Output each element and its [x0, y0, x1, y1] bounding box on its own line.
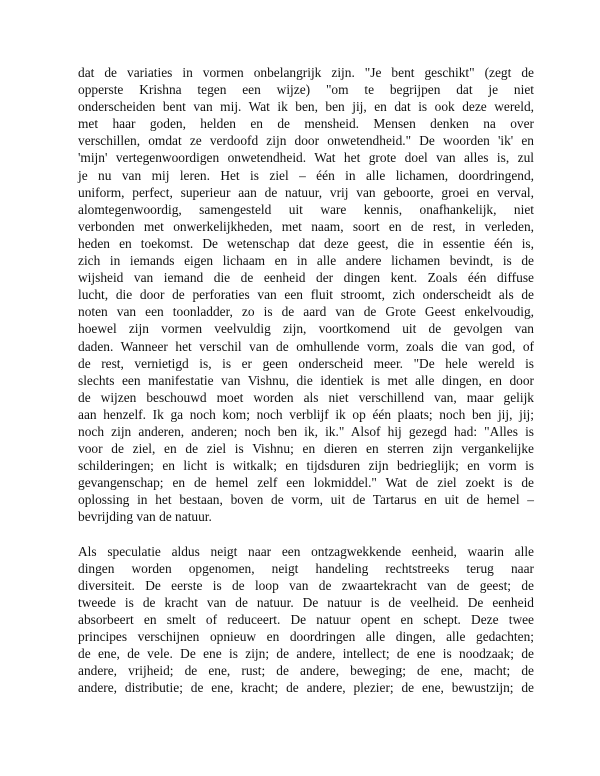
text-line: wijsheid van iemand die de eenheid der dingen kent. Zoals één diffuse — [78, 270, 534, 286]
text-line: aan henzelf. Ik ga noch kom; noch verblijf ik op één plaats; noch ben jij, jij; — [78, 406, 534, 422]
text-line: tweede is de kracht van de natuur. De natuur is de veelheid. De eenheid — [78, 594, 534, 610]
text-line: principes verschijnen opnieuw en doordringen alle dingen, alle gedachten; — [78, 629, 534, 644]
text-line: oplossing in het bestaan, boven de vorm, uit de Tartarus en uit de hemel – — [78, 492, 534, 508]
text-line: uniform, perfect, superieur aan de natuur, vrij van geboorte, groei en verval, — [78, 184, 534, 200]
text-line: daden. Wanneer het verschil van de omhullende vorm, zoals die van god, of — [78, 338, 534, 354]
text-line: andere, vrijheid; de ene, rust; de andere, beweging; de ene, macht; de — [78, 663, 534, 679]
text-line: verbonden met onwerkelijkheden, met naam, soort en de rest, in verleden, — [78, 218, 534, 234]
text-line: dingen worden opgenomen, neigt handeling rechtstreeks terug naar — [78, 560, 534, 576]
text-line: slechts een manifestatie van Vishnu, die identiek is met alle dingen, en door — [78, 372, 534, 388]
document-page — [78, 64, 534, 696]
text-line: noch zijn anderen, anderen; noch ben ik, ik." Alsof hij gezegd had: "Alles is — [78, 423, 534, 439]
text-line: bevrijding van de natuur. — [78, 509, 212, 525]
text-line: voor de ziel, en de ziel is Vishnu; en dieren en sterren zijn vergankelijke — [78, 441, 534, 457]
text-line: opperste Krishna tegen een wijze) "om te begrijpen dat je niet — [78, 82, 534, 98]
text-line: heden en toekomst. De wetenschap dat deze geest, die in essentie één is, — [78, 235, 534, 251]
text-line: hoewel zijn vormen veelvuldig zijn, voortkomend uit de gevolgen van — [78, 321, 534, 337]
text-line: de rest, vernietigd is, is er geen onderscheid meer. "De hele wereld is — [78, 355, 534, 371]
paragraph-1 — [78, 64, 534, 526]
text-line: de ene, de vele. De ene is zijn; de andere, intellect; de ene is noodzaak; de — [78, 646, 534, 662]
text-line: diversiteit. De eerste is de loop van de zwaartekracht van de geest; de — [78, 577, 534, 593]
text-line: noten van een toonladder, zo is de aard van de Grote Geest enkelvoudig, — [78, 304, 534, 320]
text-line: zich in iemands eigen lichaam en in alle andere lichamen bevindt, is de — [78, 253, 534, 269]
paragraph-2 — [78, 543, 534, 697]
text-line: alomtegenwoordig, samengesteld uit ware kennis, onafhankelijk, niet — [78, 201, 534, 217]
text-line: absorbeert en smelt of reduceert. De natuur opent en schept. Deze twee — [78, 611, 534, 627]
text-line: met haar goden, helden en de mensheid. Mensen denken na over — [78, 116, 534, 132]
text-line: onderscheiden bent van mij. Wat ik ben, ben jij, en dat is ook deze wereld, — [78, 99, 534, 115]
text-line: dat de variaties in vormen onbelangrijk zijn. "Je bent geschikt" (zegt de — [78, 65, 534, 80]
text-line: je nu van mij leren. Het is ziel – één in alle lichamen, doordringend, — [78, 167, 534, 183]
text-line: de wijzen beschouwd moet worden als niet verschillend van, maar gelijk — [78, 389, 534, 405]
text-line: verschillen, omdat ze verdoofd zijn door onwetendheid." De woorden 'ik' en — [78, 133, 534, 149]
text-line: gevangenschap; en de hemel zelf een lokmiddel." Wat de ziel zoekt is de — [78, 475, 534, 491]
text-line: schilderingen; en licht is witkalk; en tijdsduren zijn bedrieglijk; en vorm is — [78, 458, 534, 474]
text-line: andere, distributie; de ene, kracht; de andere, plezier; de ene, bewustzijn; de — [78, 680, 534, 696]
text-line: 'mijn' vertegenwoordigen onwetendheid. Wat het grote doel van alles is, zul — [78, 150, 534, 166]
text-line: lucht, die door de perforaties van een fluit stroomt, zich onderscheidt als de — [78, 287, 534, 303]
text-line: Als speculatie aldus neigt naar een ontzagwekkende eenheid, waarin alle — [78, 543, 534, 559]
